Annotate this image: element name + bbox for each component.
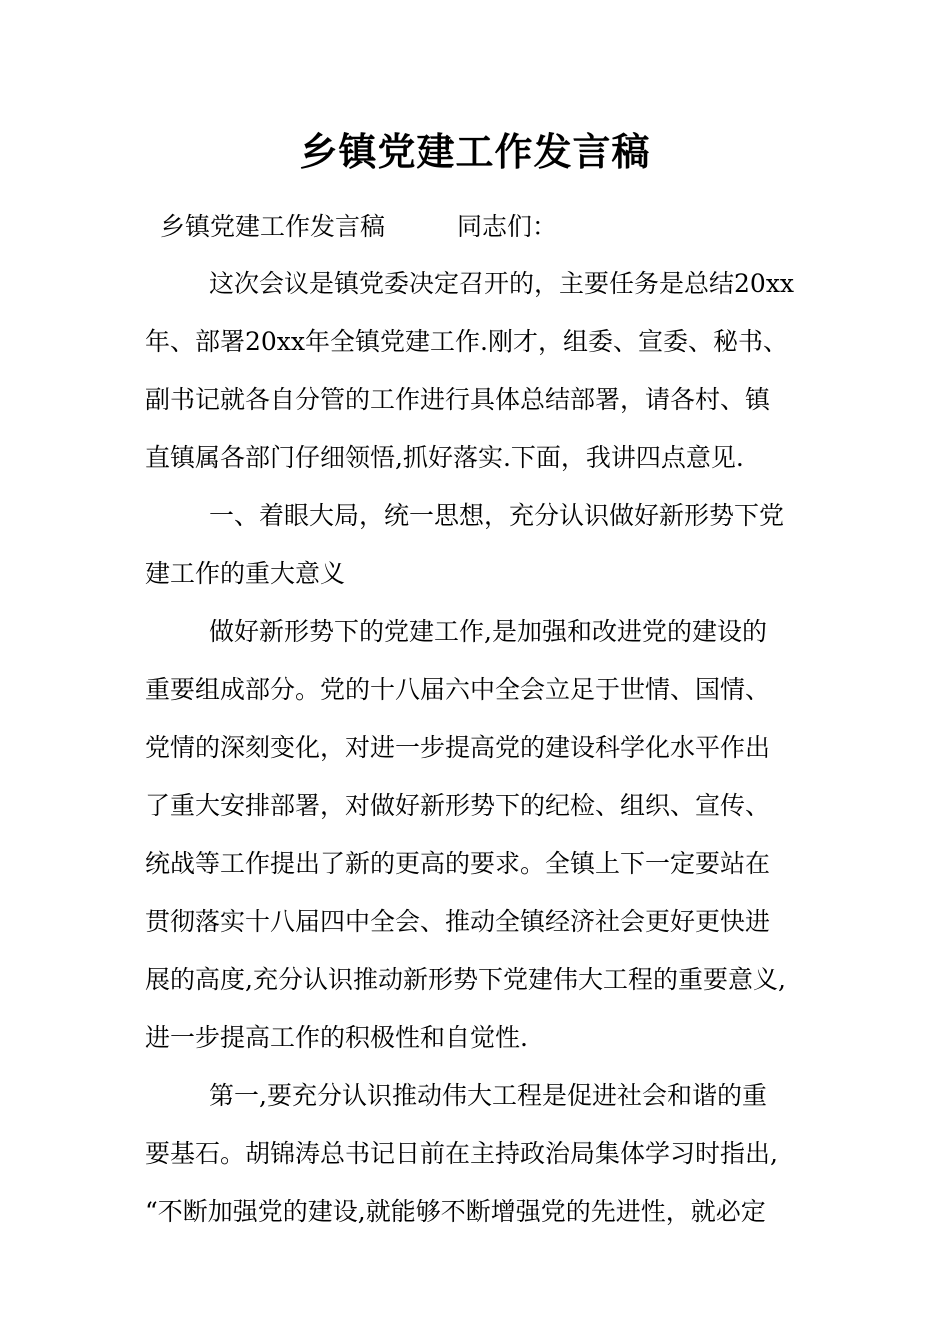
document-title: 乡镇党建工作发言稿 xyxy=(299,129,651,174)
text-line: 统战等工作提出了新的更高的要求。全镇上下一定要站在 xyxy=(145,849,771,878)
text-line: 副书记就各自分管的工作进行具体总结部署，请各村、镇 xyxy=(145,385,771,414)
subtitle-line xyxy=(160,198,557,256)
text-line: 展的高度,充分认识推动新形势下党建伟大工程的重要意义, xyxy=(145,965,786,994)
text-line: 年、部署20xx年全镇党建工作.刚才，组委、宣委、秘书、 xyxy=(145,327,788,356)
document-subtitle: 乡镇党建工作发言稿 xyxy=(160,212,386,241)
text-line: 要基石。胡锦涛总书记日前在主持政治局集体学习时指出, xyxy=(145,1139,778,1168)
text-line: 重要组成部分。党的十八届六中全会立足于世情、国情、 xyxy=(145,675,771,704)
text-line: 第一,要充分认识推动伟大工程是促进社会和谐的重 xyxy=(209,1081,767,1110)
text-line: 了重大安排部署，对做好新形势下的纪检、组织、宣传、 xyxy=(145,791,771,820)
text-line: 党情的深刻变化，对进一步提高党的建设科学化水平作出 xyxy=(145,733,771,762)
text-line: 贯彻落实十八届四中全会、推动全镇经济社会更好更快进 xyxy=(145,907,771,936)
text-line: 进一步提高工作的积极性和自觉性. xyxy=(145,1023,528,1052)
greeting: 同志们： xyxy=(457,212,558,241)
document-body xyxy=(145,255,815,1241)
text-line: 一、着眼大局，统一思想，充分认识做好新形势下党 xyxy=(209,501,785,530)
text-line: 建工作的重大意义 xyxy=(145,559,346,588)
text-line: 这次会议是镇党委决定召开的，主要任务是总结20xx xyxy=(209,269,795,298)
text-line: 直镇属各部门仔细领悟,抓好落实.下面，我讲四点意见. xyxy=(145,443,744,472)
text-line: 做好新形势下的党建工作,是加强和改进党的建设的 xyxy=(209,617,767,646)
text-line: “不断加强党的建设,就能够不断增强党的先进性，就必定 xyxy=(145,1197,766,1226)
